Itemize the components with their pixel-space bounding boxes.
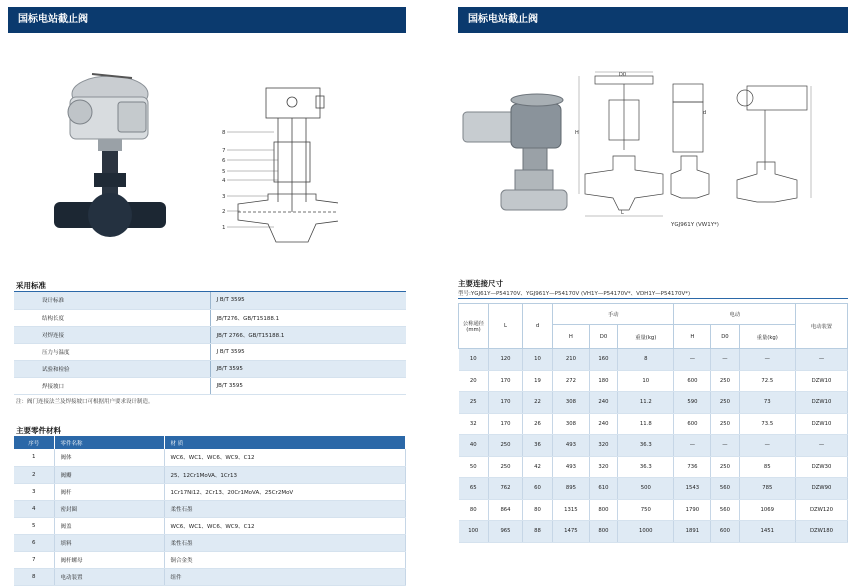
table-cell: 240 bbox=[589, 392, 617, 414]
col-dn: 公称通径 (mm) bbox=[459, 304, 489, 349]
col-d0-electric: D0 bbox=[711, 325, 739, 349]
right-banner: 国标电站截止阀 bbox=[458, 7, 848, 33]
table-cell: — bbox=[711, 435, 739, 457]
table-cell: 42 bbox=[523, 456, 553, 478]
table-cell: 10 bbox=[459, 349, 489, 371]
table-cell: 25 bbox=[459, 392, 489, 414]
table-cell: 26 bbox=[523, 413, 553, 435]
dimension-drawing bbox=[575, 70, 847, 220]
table-cell: 272 bbox=[553, 370, 590, 392]
table-cell: 50 bbox=[459, 456, 489, 478]
table-cell: 250 bbox=[711, 413, 739, 435]
figure-caption: YGJ961Y (VW1Y*) bbox=[671, 222, 719, 228]
table-cell: 250 bbox=[711, 392, 739, 414]
table-cell: 72.5 bbox=[739, 370, 795, 392]
table-cell: 170 bbox=[489, 392, 523, 414]
group-manual: 手动 bbox=[553, 304, 674, 325]
table-cell: 19 bbox=[523, 370, 553, 392]
table-cell: 1543 bbox=[674, 478, 711, 500]
table-row: 4 密封圈 柔性石墨 bbox=[14, 500, 406, 517]
table-cell: — bbox=[796, 435, 848, 457]
dims-subtitle: 型号:YGJ61Y—P54170V、YGJ961Y—P54170V (VH1Y—P54170V*、VDH1Y—P54170V*) bbox=[458, 291, 691, 297]
col-device: 电动装置 bbox=[796, 304, 848, 349]
table-cell: — bbox=[711, 349, 739, 371]
table-cell: 8 bbox=[618, 349, 674, 371]
table-row: 试验和检验 JB/T 3595 bbox=[14, 360, 406, 377]
valve-photo bbox=[40, 62, 170, 247]
table-row bbox=[459, 435, 848, 457]
table-cell: 864 bbox=[489, 499, 523, 521]
table-cell: 762 bbox=[489, 478, 523, 500]
table-cell: 965 bbox=[489, 521, 523, 543]
col-no: 序号 bbox=[14, 436, 54, 449]
table-cell: DZW90 bbox=[796, 478, 848, 500]
dims-title: 主要连接尺寸 bbox=[458, 279, 503, 288]
col-d0-manual: D0 bbox=[589, 325, 617, 349]
table-cell: 36.3 bbox=[618, 435, 674, 457]
table-cell: 80 bbox=[459, 499, 489, 521]
table-cell: — bbox=[674, 435, 711, 457]
col-name: 零件名称 bbox=[54, 436, 164, 449]
table-cell: 493 bbox=[553, 435, 590, 457]
table-cell: 11.2 bbox=[618, 392, 674, 414]
table-cell: 610 bbox=[589, 478, 617, 500]
table-row bbox=[459, 392, 848, 414]
table-cell: 170 bbox=[489, 413, 523, 435]
table-cell: 73 bbox=[739, 392, 795, 414]
table-cell: 80 bbox=[523, 499, 553, 521]
table-cell: 60 bbox=[523, 478, 553, 500]
table-cell: 1451 bbox=[739, 521, 795, 543]
table-cell: DZW10 bbox=[796, 392, 848, 414]
table-cell: 590 bbox=[674, 392, 711, 414]
table-cell: 11.8 bbox=[618, 413, 674, 435]
table-cell: 20 bbox=[459, 370, 489, 392]
table-row: 2 阀瓣 25、12Cr1MoVA、1Cr13 bbox=[14, 466, 406, 483]
table-cell: 36.3 bbox=[618, 456, 674, 478]
col-h-electric: H bbox=[674, 325, 711, 349]
table-cell: 250 bbox=[489, 435, 523, 457]
standards-title: 采用标准 bbox=[16, 281, 46, 290]
table-row: 5 阀盖 WC6、WC1、WC6、WC9、C12 bbox=[14, 517, 406, 534]
table-cell: 600 bbox=[674, 413, 711, 435]
table-row: 3 阀杆 1Cr17Ni12、2Cr13、20Cr1MoVA、25Cr2MoV bbox=[14, 483, 406, 500]
col-h-manual: H bbox=[553, 325, 590, 349]
table-cell: 160 bbox=[589, 349, 617, 371]
table-row bbox=[459, 478, 848, 500]
drawing-label-6: 6 bbox=[222, 158, 226, 164]
valve-photo-electric bbox=[459, 82, 579, 222]
table-row: 压力与温度 J B/T 3595 bbox=[14, 343, 406, 360]
table-row bbox=[459, 499, 848, 521]
drawing-label-1: 1 bbox=[222, 225, 226, 231]
table-cell: DZW120 bbox=[796, 499, 848, 521]
col-d: d bbox=[523, 304, 553, 349]
table-cell: 493 bbox=[553, 456, 590, 478]
drawing-label-4: 4 bbox=[222, 178, 226, 184]
table-cell: DZW10 bbox=[796, 413, 848, 435]
table-cell: 40 bbox=[459, 435, 489, 457]
table-row: 焊接坡口 JB/T 3595 bbox=[14, 377, 406, 394]
drawing-label-d0: D0 bbox=[619, 72, 627, 78]
table-row: 7 阀杆螺母 铜合金类 bbox=[14, 551, 406, 568]
table-cell: DZW10 bbox=[796, 370, 848, 392]
table-cell: 895 bbox=[553, 478, 590, 500]
materials-title: 主要零件材料 bbox=[16, 426, 61, 435]
table-cell: DZW180 bbox=[796, 521, 848, 543]
table-cell: 250 bbox=[711, 456, 739, 478]
dims-rule bbox=[458, 298, 848, 299]
drawing-label-7: 7 bbox=[222, 148, 226, 154]
table-cell: 736 bbox=[674, 456, 711, 478]
table-cell: 240 bbox=[589, 413, 617, 435]
table-row bbox=[459, 370, 848, 392]
col-material: 材 质 bbox=[164, 436, 406, 449]
table-cell: 320 bbox=[589, 435, 617, 457]
table-cell: 73.5 bbox=[739, 413, 795, 435]
col-weight-manual: 重量(kg) bbox=[618, 325, 674, 349]
table-cell: 88 bbox=[523, 521, 553, 543]
valve-section-drawing bbox=[218, 82, 338, 250]
drawing-label-8: 8 bbox=[222, 130, 226, 136]
table-cell: 1790 bbox=[674, 499, 711, 521]
table-cell: 170 bbox=[489, 370, 523, 392]
drawing-label-5: 5 bbox=[222, 169, 226, 175]
table-cell: 800 bbox=[589, 499, 617, 521]
table-cell: 32 bbox=[459, 413, 489, 435]
table-row bbox=[459, 521, 848, 543]
table-cell: 308 bbox=[553, 392, 590, 414]
table-cell: 250 bbox=[489, 456, 523, 478]
table-row: 结构长度 JB/T276、GB/T15188.1 bbox=[14, 309, 406, 326]
table-row: 8 电动装置 组件 bbox=[14, 568, 406, 585]
table-cell: 308 bbox=[553, 413, 590, 435]
table-row: 设计标准 J B/T 3595 bbox=[14, 292, 406, 309]
left-banner: 国标电站截止阀 bbox=[8, 7, 406, 33]
table-cell: 750 bbox=[618, 499, 674, 521]
table-cell: 250 bbox=[711, 370, 739, 392]
table-row bbox=[459, 456, 848, 478]
table-cell: 500 bbox=[618, 478, 674, 500]
table-cell: 120 bbox=[489, 349, 523, 371]
table-cell: 1315 bbox=[553, 499, 590, 521]
table-cell: — bbox=[739, 349, 795, 371]
drawing-label-2: 2 bbox=[222, 209, 226, 215]
table-cell: 320 bbox=[589, 456, 617, 478]
table-row: 对焊连接 JB/T 2766、GB/T15188.1 bbox=[14, 326, 406, 343]
drawing-label-d: d bbox=[703, 110, 707, 116]
table-cell: 10 bbox=[523, 349, 553, 371]
table-cell: 600 bbox=[711, 521, 739, 543]
table-cell: 210 bbox=[553, 349, 590, 371]
table-cell: 800 bbox=[589, 521, 617, 543]
table-row: 1 阀体 WC6、WC1、WC6、WC9、C12 bbox=[14, 449, 406, 466]
left-page bbox=[0, 0, 415, 586]
table-cell: 22 bbox=[523, 392, 553, 414]
table-cell: 1000 bbox=[618, 521, 674, 543]
drawing-label-h: H bbox=[575, 130, 579, 136]
table-cell: 785 bbox=[739, 478, 795, 500]
standards-table bbox=[14, 292, 406, 395]
table-cell: 600 bbox=[674, 370, 711, 392]
table-cell: 560 bbox=[711, 478, 739, 500]
drawing-label-3: 3 bbox=[222, 194, 226, 200]
table-cell: 1475 bbox=[553, 521, 590, 543]
standards-note: 注：阀门连接法兰及焊接坡口可根据用户要求设计制造。 bbox=[16, 399, 154, 405]
table-cell: — bbox=[674, 349, 711, 371]
materials-table bbox=[14, 436, 406, 586]
col-weight-electric: 重量(kg) bbox=[739, 325, 795, 349]
col-l: L bbox=[489, 304, 523, 349]
table-cell: 10 bbox=[618, 370, 674, 392]
table-cell: 36 bbox=[523, 435, 553, 457]
table-cell: 65 bbox=[459, 478, 489, 500]
table-cell: — bbox=[796, 349, 848, 371]
table-cell: 85 bbox=[739, 456, 795, 478]
table-cell: 1891 bbox=[674, 521, 711, 543]
group-electric: 电动 bbox=[674, 304, 796, 325]
table-cell: 560 bbox=[711, 499, 739, 521]
dimensions-table bbox=[458, 303, 848, 543]
table-row: 6 填料 柔性石墨 bbox=[14, 534, 406, 551]
table-cell: 100 bbox=[459, 521, 489, 543]
table-cell: — bbox=[739, 435, 795, 457]
drawing-label-l: L bbox=[621, 210, 624, 216]
table-cell: 180 bbox=[589, 370, 617, 392]
right-page bbox=[445, 0, 853, 586]
table-row bbox=[459, 413, 848, 435]
table-row bbox=[459, 349, 848, 371]
table-cell: DZW30 bbox=[796, 456, 848, 478]
table-cell: 1069 bbox=[739, 499, 795, 521]
